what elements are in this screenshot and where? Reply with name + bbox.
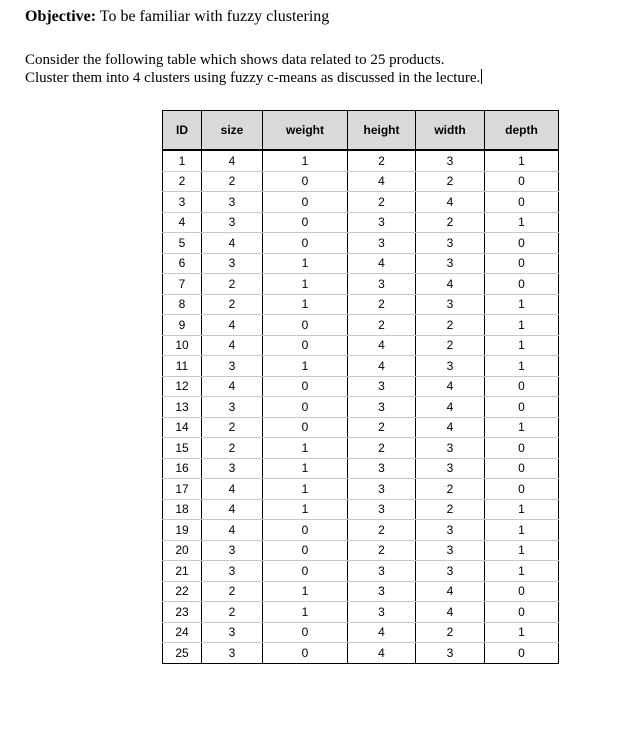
header-id: ID xyxy=(163,111,202,151)
table-row xyxy=(163,376,559,397)
cell-height: 4 xyxy=(348,356,416,377)
cell-size: 2 xyxy=(202,274,263,295)
header-height: height xyxy=(348,111,416,151)
instructions-paragraph xyxy=(25,52,482,87)
cell-weight: 1 xyxy=(263,294,348,315)
cell-weight: 1 xyxy=(263,581,348,602)
cell-width: 4 xyxy=(416,192,485,213)
cell-width: 3 xyxy=(416,233,485,254)
cell-id: 12 xyxy=(163,376,202,397)
cell-depth: 0 xyxy=(485,643,559,664)
cell-weight: 1 xyxy=(263,499,348,520)
cell-depth: 1 xyxy=(485,294,559,315)
table-row xyxy=(163,294,559,315)
cell-width: 3 xyxy=(416,540,485,561)
table-row xyxy=(163,438,559,459)
table-body xyxy=(163,150,559,663)
cell-weight: 0 xyxy=(263,212,348,233)
cell-weight: 1 xyxy=(263,479,348,500)
cell-weight: 0 xyxy=(263,171,348,192)
cell-id: 14 xyxy=(163,417,202,438)
cell-id: 7 xyxy=(163,274,202,295)
table-row xyxy=(163,192,559,213)
cell-weight: 0 xyxy=(263,376,348,397)
cell-height: 4 xyxy=(348,643,416,664)
cell-size: 3 xyxy=(202,356,263,377)
cell-id: 4 xyxy=(163,212,202,233)
cell-width: 3 xyxy=(416,356,485,377)
cell-size: 4 xyxy=(202,233,263,254)
cell-depth: 0 xyxy=(485,192,559,213)
cell-depth: 0 xyxy=(485,397,559,418)
cell-height: 3 xyxy=(348,274,416,295)
cell-height: 4 xyxy=(348,335,416,356)
cell-depth: 1 xyxy=(485,150,559,171)
cell-depth: 0 xyxy=(485,376,559,397)
table-row xyxy=(163,171,559,192)
cell-weight: 0 xyxy=(263,561,348,582)
cell-weight: 1 xyxy=(263,274,348,295)
cell-id: 19 xyxy=(163,520,202,541)
cell-size: 4 xyxy=(202,335,263,356)
table-row xyxy=(163,335,559,356)
cell-height: 2 xyxy=(348,192,416,213)
cell-depth: 1 xyxy=(485,622,559,643)
table-row xyxy=(163,458,559,479)
cell-id: 3 xyxy=(163,192,202,213)
cell-width: 3 xyxy=(416,150,485,171)
cell-depth: 1 xyxy=(485,212,559,233)
cell-size: 3 xyxy=(202,643,263,664)
cell-size: 3 xyxy=(202,458,263,479)
cell-size: 3 xyxy=(202,540,263,561)
cell-height: 3 xyxy=(348,233,416,254)
text-cursor xyxy=(481,69,482,84)
cell-width: 3 xyxy=(416,458,485,479)
cell-height: 4 xyxy=(348,622,416,643)
table-row xyxy=(163,212,559,233)
cell-weight: 0 xyxy=(263,315,348,336)
table-row xyxy=(163,417,559,438)
cell-size: 3 xyxy=(202,561,263,582)
cell-weight: 0 xyxy=(263,335,348,356)
cell-size: 3 xyxy=(202,622,263,643)
cell-depth: 1 xyxy=(485,417,559,438)
cell-size: 2 xyxy=(202,438,263,459)
cell-size: 2 xyxy=(202,581,263,602)
cell-id: 13 xyxy=(163,397,202,418)
cell-height: 3 xyxy=(348,581,416,602)
cell-size: 4 xyxy=(202,499,263,520)
cell-weight: 0 xyxy=(263,417,348,438)
cell-height: 3 xyxy=(348,212,416,233)
cell-weight: 0 xyxy=(263,397,348,418)
cell-id: 22 xyxy=(163,581,202,602)
table-header-row xyxy=(163,111,559,151)
objective-text: To be familiar with fuzzy clustering xyxy=(96,8,330,25)
cell-height: 2 xyxy=(348,417,416,438)
table-row xyxy=(163,602,559,623)
cell-id: 1 xyxy=(163,150,202,171)
cell-size: 4 xyxy=(202,376,263,397)
cell-width: 2 xyxy=(416,315,485,336)
cell-weight: 1 xyxy=(263,150,348,171)
cell-width: 4 xyxy=(416,397,485,418)
cell-id: 24 xyxy=(163,622,202,643)
cell-height: 3 xyxy=(348,397,416,418)
table-row xyxy=(163,274,559,295)
header-depth: depth xyxy=(485,111,559,151)
cell-height: 4 xyxy=(348,171,416,192)
table-row xyxy=(163,397,559,418)
cell-id: 23 xyxy=(163,602,202,623)
instructions-line-2 xyxy=(25,69,482,87)
cell-depth: 1 xyxy=(485,540,559,561)
table-row xyxy=(163,540,559,561)
cell-size: 3 xyxy=(202,212,263,233)
cell-depth: 0 xyxy=(485,602,559,623)
cell-id: 2 xyxy=(163,171,202,192)
table-row xyxy=(163,315,559,336)
table-row xyxy=(163,643,559,664)
cell-weight: 0 xyxy=(263,643,348,664)
objective-line xyxy=(25,8,329,26)
cell-id: 25 xyxy=(163,643,202,664)
table-row xyxy=(163,479,559,500)
cell-height: 3 xyxy=(348,479,416,500)
cell-weight: 1 xyxy=(263,438,348,459)
cell-id: 16 xyxy=(163,458,202,479)
cell-depth: 1 xyxy=(485,520,559,541)
cell-height: 3 xyxy=(348,376,416,397)
cell-weight: 0 xyxy=(263,192,348,213)
cell-height: 2 xyxy=(348,520,416,541)
table-row xyxy=(163,561,559,582)
cell-width: 4 xyxy=(416,581,485,602)
cell-size: 2 xyxy=(202,602,263,623)
cell-id: 10 xyxy=(163,335,202,356)
cell-size: 2 xyxy=(202,417,263,438)
cell-id: 9 xyxy=(163,315,202,336)
instructions-line-2-text: Cluster them into 4 clusters using fuzzy c-means as discussed in the lecture. xyxy=(25,70,481,86)
cell-id: 18 xyxy=(163,499,202,520)
cell-size: 4 xyxy=(202,150,263,171)
cell-weight: 1 xyxy=(263,253,348,274)
cell-height: 3 xyxy=(348,499,416,520)
cell-depth: 0 xyxy=(485,581,559,602)
cell-width: 3 xyxy=(416,438,485,459)
cell-height: 2 xyxy=(348,438,416,459)
cell-depth: 1 xyxy=(485,356,559,377)
cell-height: 2 xyxy=(348,294,416,315)
cell-width: 2 xyxy=(416,212,485,233)
cell-width: 3 xyxy=(416,253,485,274)
cell-id: 20 xyxy=(163,540,202,561)
header-weight: weight xyxy=(263,111,348,151)
table-row xyxy=(163,150,559,171)
table-row xyxy=(163,233,559,254)
cell-weight: 0 xyxy=(263,520,348,541)
cell-height: 3 xyxy=(348,602,416,623)
cell-width: 2 xyxy=(416,622,485,643)
cell-width: 2 xyxy=(416,499,485,520)
cell-width: 2 xyxy=(416,479,485,500)
cell-width: 3 xyxy=(416,643,485,664)
cell-height: 2 xyxy=(348,540,416,561)
cell-width: 2 xyxy=(416,171,485,192)
instructions-line-1: Consider the following table which shows data related to 25 products. xyxy=(25,52,445,68)
cell-weight: 0 xyxy=(263,540,348,561)
cell-width: 3 xyxy=(416,561,485,582)
cell-id: 6 xyxy=(163,253,202,274)
objective-label: Objective: xyxy=(25,8,97,25)
cell-size: 4 xyxy=(202,520,263,541)
cell-depth: 1 xyxy=(485,499,559,520)
cell-id: 15 xyxy=(163,438,202,459)
cell-height: 4 xyxy=(348,253,416,274)
header-width: width xyxy=(416,111,485,151)
cell-height: 2 xyxy=(348,150,416,171)
cell-depth: 0 xyxy=(485,171,559,192)
table-row xyxy=(163,622,559,643)
cell-width: 4 xyxy=(416,274,485,295)
cell-weight: 1 xyxy=(263,356,348,377)
cell-id: 21 xyxy=(163,561,202,582)
header-size: size xyxy=(202,111,263,151)
cell-depth: 1 xyxy=(485,315,559,336)
cell-depth: 1 xyxy=(485,561,559,582)
cell-id: 8 xyxy=(163,294,202,315)
cell-height: 2 xyxy=(348,315,416,336)
cell-depth: 0 xyxy=(485,274,559,295)
cell-width: 4 xyxy=(416,376,485,397)
table-row xyxy=(163,253,559,274)
cell-height: 3 xyxy=(348,458,416,479)
table-row xyxy=(163,520,559,541)
cell-weight: 0 xyxy=(263,233,348,254)
cell-size: 3 xyxy=(202,253,263,274)
cell-depth: 0 xyxy=(485,253,559,274)
cell-weight: 1 xyxy=(263,458,348,479)
cell-width: 4 xyxy=(416,602,485,623)
cell-size: 2 xyxy=(202,294,263,315)
cell-id: 11 xyxy=(163,356,202,377)
table-row xyxy=(163,356,559,377)
cell-size: 3 xyxy=(202,192,263,213)
table-row xyxy=(163,499,559,520)
cell-width: 2 xyxy=(416,335,485,356)
cell-size: 4 xyxy=(202,479,263,500)
cell-height: 3 xyxy=(348,561,416,582)
cell-size: 3 xyxy=(202,397,263,418)
cell-depth: 0 xyxy=(485,233,559,254)
cell-width: 4 xyxy=(416,417,485,438)
cell-depth: 0 xyxy=(485,458,559,479)
cell-depth: 0 xyxy=(485,479,559,500)
table-row xyxy=(163,581,559,602)
cell-weight: 1 xyxy=(263,602,348,623)
cell-depth: 1 xyxy=(485,335,559,356)
cell-id: 5 xyxy=(163,233,202,254)
products-table xyxy=(162,110,559,664)
cell-size: 2 xyxy=(202,171,263,192)
cell-weight: 0 xyxy=(263,622,348,643)
cell-width: 3 xyxy=(416,294,485,315)
cell-depth: 0 xyxy=(485,438,559,459)
cell-id: 17 xyxy=(163,479,202,500)
cell-width: 3 xyxy=(416,520,485,541)
cell-size: 4 xyxy=(202,315,263,336)
